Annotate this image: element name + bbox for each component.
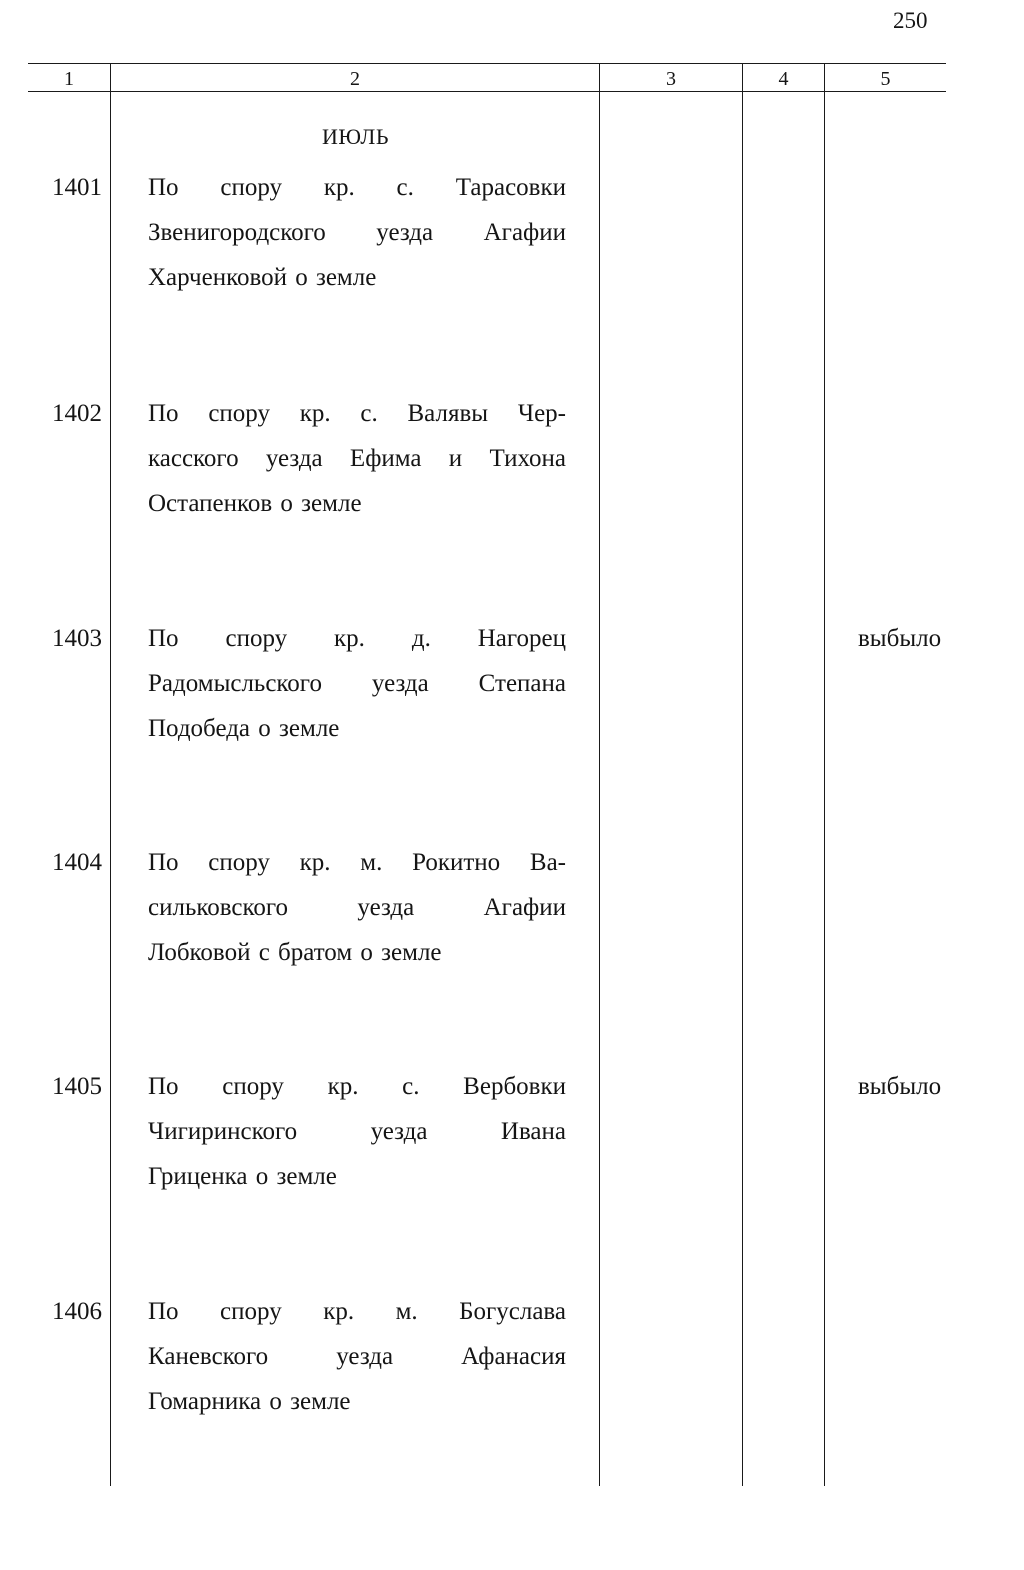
- column-divider-3: [742, 63, 743, 1486]
- entry-number: 1404: [52, 849, 102, 876]
- page-number: 250: [893, 8, 928, 33]
- entry-number: 1405: [52, 1073, 102, 1100]
- column-divider-4: [824, 63, 825, 1486]
- entry-line: Харченковой о земле: [148, 264, 377, 291]
- entry-line: Гомарника о земле: [148, 1388, 351, 1415]
- entry-number: 1402: [52, 400, 102, 427]
- column-header-4: 4: [778, 68, 789, 90]
- entry-line: Остапенков о земле: [148, 490, 362, 517]
- column-header-3: 3: [666, 68, 676, 90]
- entry-number: 1406: [52, 1298, 102, 1325]
- column-divider-2: [599, 63, 600, 1486]
- column-divider-1: [110, 63, 111, 1486]
- section-title: ИЮЛЬ: [322, 124, 389, 149]
- entry-line: Гриценка о земле: [148, 1163, 337, 1190]
- entry-line: касского уезда Ефима и Тихона: [148, 445, 566, 472]
- entry-description: [148, 616, 566, 751]
- entry-description: [148, 165, 566, 300]
- entry-status: выбыло: [858, 1073, 942, 1100]
- entry-status: выбыло: [858, 625, 942, 652]
- table-top-rule: [28, 63, 946, 64]
- entry-number: 1401: [52, 174, 102, 201]
- entry-line: сильковского уезда Агафии: [148, 894, 566, 921]
- table-header-rule: [28, 91, 946, 92]
- entry-line: По спору кр. с. Тарасовки: [148, 174, 566, 201]
- entry-description: [148, 840, 566, 975]
- entry-line: По спору кр. д. Нагорец: [148, 625, 566, 652]
- column-header-2: 2: [350, 68, 360, 90]
- entry-number: 1403: [52, 625, 102, 652]
- entry-line: По спору кр. м. Богуслава: [148, 1298, 566, 1325]
- entry-line: Лобковой с братом о земле: [148, 939, 442, 966]
- column-header-1: 1: [64, 68, 74, 90]
- entry-description: [148, 391, 566, 526]
- entry-line: Подобеда о земле: [148, 715, 340, 742]
- column-header-5: 5: [880, 68, 891, 90]
- entry-description: [148, 1289, 566, 1424]
- entry-line: По спору кр. с. Вербовки: [148, 1073, 566, 1100]
- entry-line: Каневского уезда Афанасия: [148, 1343, 566, 1370]
- entry-line: Чигиринского уезда Ивана: [148, 1118, 566, 1145]
- entry-line: Звенигородского уезда Агафии: [148, 219, 566, 246]
- entry-line: По спору кр. с. Валявы Чер-: [148, 400, 566, 427]
- entry-line: Радомысльского уезда Степана: [148, 670, 566, 697]
- entry-description: [148, 1064, 566, 1199]
- entry-line: По спору кр. м. Рокитно Ва-: [148, 849, 566, 876]
